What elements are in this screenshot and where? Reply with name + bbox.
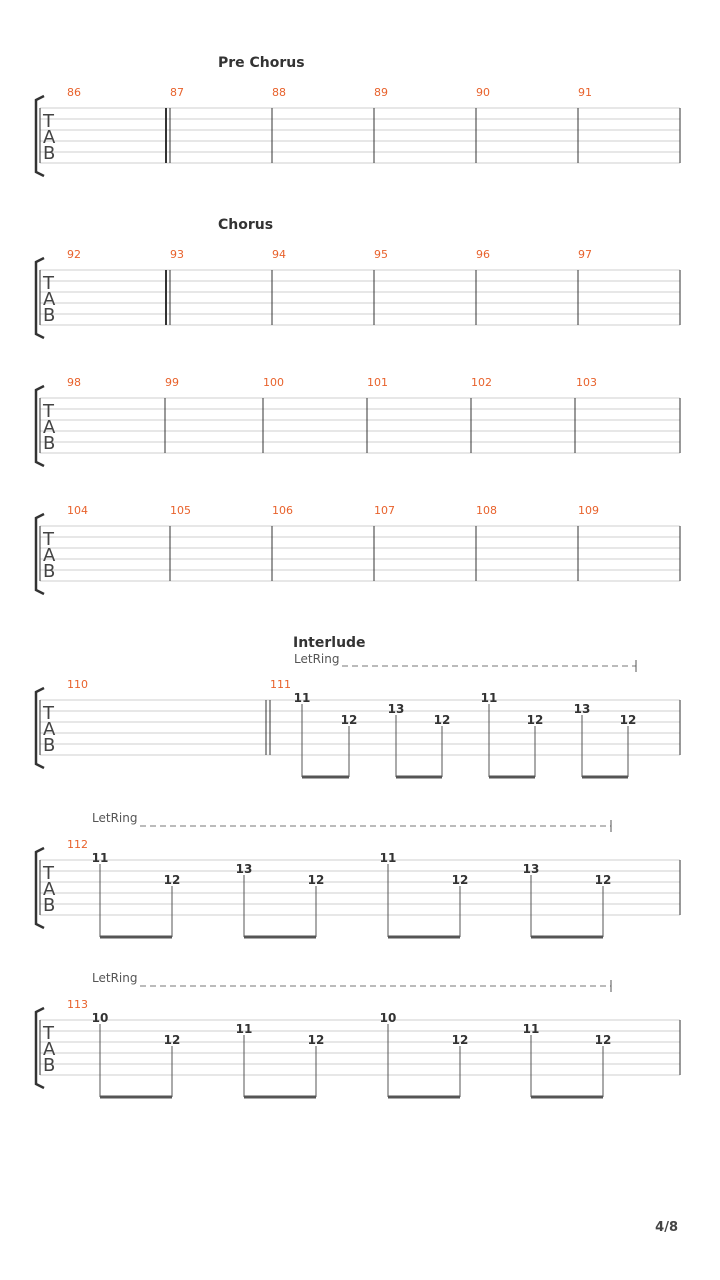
bar-number: 110: [67, 678, 88, 691]
fret-number: 10: [379, 1011, 397, 1025]
bar-number: 99: [165, 376, 179, 389]
bar-number: 92: [67, 248, 81, 261]
staff-lines: [40, 398, 680, 453]
barlines: [40, 398, 680, 453]
fret-number: 11: [379, 851, 397, 865]
bar-number: 97: [578, 248, 592, 261]
fret-number: 12: [163, 873, 181, 887]
let-ring-label: LetRing: [294, 652, 340, 666]
bar-number: 106: [272, 504, 293, 517]
note-group: [92, 1011, 181, 1097]
note-group: [574, 702, 637, 777]
barlines: [40, 526, 680, 581]
bar-number: 86: [67, 86, 81, 99]
let-ring-label: LetRing: [92, 811, 138, 825]
fret-number: 13: [573, 702, 591, 716]
fret-number: 12: [594, 1033, 612, 1047]
note-group: [380, 851, 469, 937]
tab-letter-t: T: [43, 273, 54, 294]
tab-letter-b: B: [43, 143, 56, 164]
bar-number: 108: [476, 504, 497, 517]
barlines: [40, 1020, 680, 1075]
let-ring-label: LetRing: [92, 971, 138, 985]
bar-number: 112: [67, 838, 88, 851]
fret-number: 11: [235, 1022, 253, 1036]
staff-lines: [40, 270, 680, 325]
note-group: [380, 1011, 469, 1097]
bar-number: 96: [476, 248, 490, 261]
fret-number: 12: [594, 873, 612, 887]
tab-letter-b: B: [43, 1055, 56, 1076]
page-number: 4/8: [655, 1220, 678, 1235]
staff-lines: [40, 860, 680, 915]
tab-letter-b: B: [43, 433, 56, 454]
fret-number: 13: [387, 702, 405, 716]
fret-number: 11: [522, 1022, 540, 1036]
fret-number: 12: [433, 713, 451, 727]
staff-lines: [40, 526, 680, 581]
bar-number: 87: [170, 86, 184, 99]
bar-number: 105: [170, 504, 191, 517]
bar-number: 95: [374, 248, 388, 261]
bar-number: 101: [367, 376, 388, 389]
tab-letter-a: A: [43, 289, 56, 310]
fret-number: 12: [307, 873, 325, 887]
staff-lines: [40, 1020, 680, 1075]
barlines: [40, 270, 680, 325]
tab-system: [36, 635, 680, 777]
tab-system: [36, 217, 680, 338]
tab-letter-t: T: [43, 111, 54, 132]
fret-number: 11: [91, 851, 109, 865]
tab-letter-b: B: [43, 735, 56, 756]
tab-letter-t: T: [43, 703, 54, 724]
section-title: Chorus: [218, 217, 274, 233]
note-group: [523, 1022, 612, 1097]
tab-letter-a: A: [43, 1039, 56, 1060]
tab-letter-t: T: [43, 529, 54, 550]
bar-number: 102: [471, 376, 492, 389]
tab-letter-b: B: [43, 895, 56, 916]
section-title: Pre Chorus: [218, 55, 305, 71]
fret-number: 11: [293, 691, 311, 705]
fret-number: 13: [235, 862, 253, 876]
tab-system: [36, 971, 680, 1097]
fret-number: 12: [451, 873, 469, 887]
bar-number: 109: [578, 504, 599, 517]
barlines: [40, 860, 680, 915]
fret-number: 12: [619, 713, 637, 727]
barlines: [40, 108, 680, 163]
fret-number: 12: [307, 1033, 325, 1047]
bar-number: 89: [374, 86, 388, 99]
tab-letter-a: A: [43, 545, 56, 566]
fret-number: 12: [526, 713, 544, 727]
note-group: [294, 691, 358, 777]
note-group: [236, 1022, 325, 1097]
tab-letter-a: A: [43, 417, 56, 438]
bar-number: 107: [374, 504, 395, 517]
bar-number: 90: [476, 86, 490, 99]
note-group: [481, 691, 544, 777]
bar-number: 91: [578, 86, 592, 99]
section-title: Interlude: [293, 635, 366, 651]
fret-number: 10: [91, 1011, 109, 1025]
tab-letter-t: T: [43, 863, 54, 884]
tab-system: [36, 376, 680, 466]
tab-letter-b: B: [43, 561, 56, 582]
note-group: [388, 702, 451, 777]
tab-letter-a: A: [43, 719, 56, 740]
bar-number: 103: [576, 376, 597, 389]
fret-number: 11: [480, 691, 498, 705]
bar-number: 104: [67, 504, 88, 517]
bar-number: 113: [67, 998, 88, 1011]
staff-lines: [40, 108, 680, 163]
tab-letter-b: B: [43, 305, 56, 326]
note-group: [236, 862, 325, 937]
bar-number: 100: [263, 376, 284, 389]
tab-letter-t: T: [43, 401, 54, 422]
tab-letter-a: A: [43, 879, 56, 900]
tab-letter-a: A: [43, 127, 56, 148]
tab-system: [36, 811, 680, 937]
fret-number: 13: [522, 862, 540, 876]
bar-number: 111: [270, 678, 291, 691]
bar-number: 98: [67, 376, 81, 389]
fret-number: 12: [163, 1033, 181, 1047]
tab-letter-t: T: [43, 1023, 54, 1044]
bar-number: 94: [272, 248, 286, 261]
note-group: [523, 862, 612, 937]
fret-number: 12: [340, 713, 358, 727]
bar-number: 93: [170, 248, 184, 261]
tab-system: [36, 55, 680, 176]
tab-system: [36, 504, 680, 594]
bar-number: 88: [272, 86, 286, 99]
fret-number: 12: [451, 1033, 469, 1047]
note-group: [92, 851, 181, 937]
